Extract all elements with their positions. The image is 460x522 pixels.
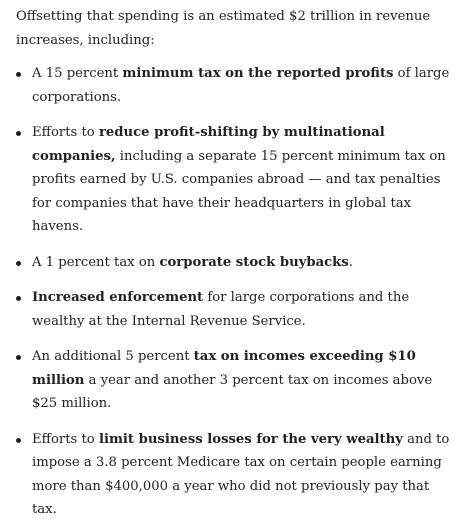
item-text: . — [348, 254, 353, 270]
bullet-icon — [16, 296, 21, 301]
list-item — [16, 428, 450, 522]
list-item — [16, 121, 450, 239]
item-bold-text: Increased enforcement — [32, 290, 204, 305]
item-text: Efforts to — [32, 125, 99, 140]
bullet-icon — [16, 355, 21, 360]
list-item — [16, 345, 450, 416]
item-text: An additional 5 percent — [32, 349, 194, 364]
item-bold-text: tax on incomes exceeding $10 million — [32, 349, 416, 388]
list-item — [16, 62, 450, 109]
item-text: Efforts to — [32, 431, 99, 447]
bullet-icon — [16, 72, 21, 77]
item-bold-text: reduce profit-shifting by multinational companies, — [32, 125, 385, 164]
bullet-icon — [16, 438, 21, 443]
list-item — [16, 251, 450, 275]
item-text: a year and another 3 percent tax on incomes above $25 million. — [32, 372, 433, 411]
item-text: A 1 percent tax on — [32, 254, 160, 270]
item-text: for large corporations and the wealthy at the Internal Revenue Service. — [32, 290, 410, 329]
item-bold-text: corporate stock buybacks — [159, 254, 349, 270]
item-bold-text: limit business losses for the very wealthy — [98, 431, 403, 447]
item-text: including a separate 15 percent minimum tax on profits earned by U.S. companies abroad — and tax penalties for companies that have their headquarters in global tax havens. — [32, 148, 446, 234]
bullet-icon — [16, 131, 21, 136]
list-item — [16, 286, 450, 333]
item-text: A 15 percent — [32, 66, 123, 81]
bullet-icon — [16, 261, 21, 266]
item-text: of large corporations. — [32, 66, 450, 105]
revenue-list — [16, 62, 450, 522]
item-bold-text: minimum tax on the reported profits — [122, 66, 394, 81]
item-text: and to impose a 3.8 percent Medicare tax on certain people earning more than $400,000 a year who did not previously pay that tax. — [32, 431, 450, 517]
intro-paragraph: Offsetting that spending is an estimated $2 trillion in revenue increases, including: — [16, 9, 431, 48]
